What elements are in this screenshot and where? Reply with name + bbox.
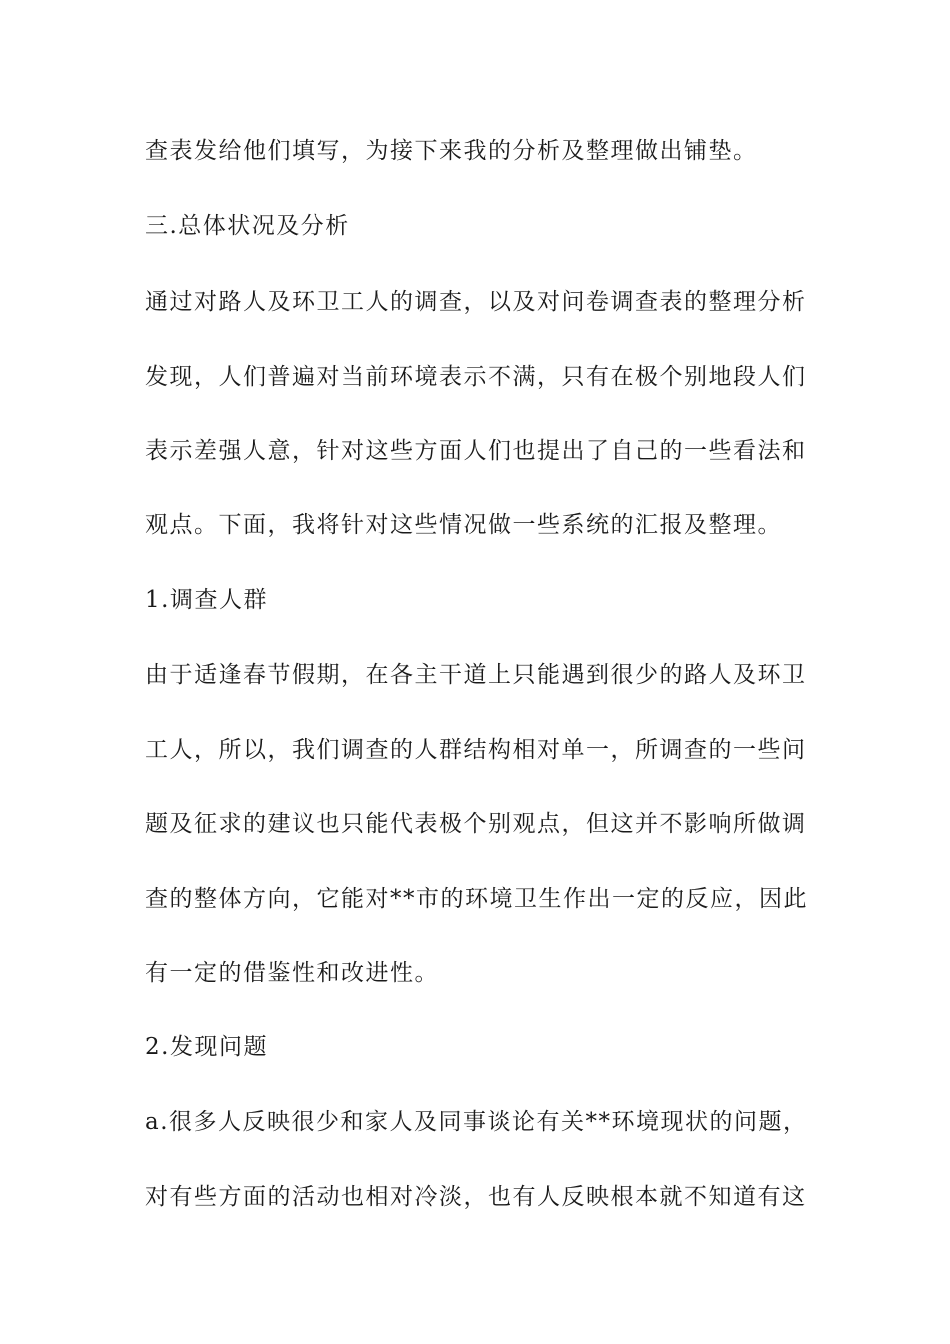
paragraph-line: 对有些方面的活动也相对冷淡，也有人反映根本就不知道有这 <box>145 1184 807 1210</box>
subheading-survey-population: 1.调查人群 <box>145 587 268 613</box>
paragraph-line: 由于适逢春节假期，在各主干道上只能遇到很少的路人及环卫 <box>145 662 807 688</box>
subheading-problems-found: 2.发现问题 <box>145 1034 268 1060</box>
paragraph-line: 查的整体方向，它能对**市的环境卫生作出一定的反应，因此 <box>145 886 808 912</box>
paragraph-line: 表示差强人意，针对这些方面人们也提出了自己的一些看法和 <box>145 438 807 464</box>
paragraph-line: 查表发给他们填写，为接下来我的分析及整理做出铺垫。 <box>145 138 758 164</box>
paragraph-line: 发现，人们普遍对当前环境表示不满，只有在极个别地段人们 <box>145 364 807 390</box>
paragraph-line: 工人，所以，我们调查的人群结构相对单一，所调查的一些问 <box>145 737 807 763</box>
section-heading-overall-situation: 三.总体状况及分析 <box>145 213 350 239</box>
paragraph-line: 有一定的借鉴性和改进性。 <box>145 960 439 986</box>
paragraph-line: a.很多人反映很少和家人及同事谈论有关**环境现状的问题， <box>145 1109 808 1135</box>
paragraph-line: 观点。下面，我将针对这些情况做一些系统的汇报及整理。 <box>145 512 782 538</box>
paragraph-line: 题及征求的建议也只能代表极个别观点，但这并不影响所做调 <box>145 811 807 837</box>
paragraph-line: 通过对路人及环卫工人的调查，以及对问卷调查表的整理分析 <box>145 289 807 315</box>
